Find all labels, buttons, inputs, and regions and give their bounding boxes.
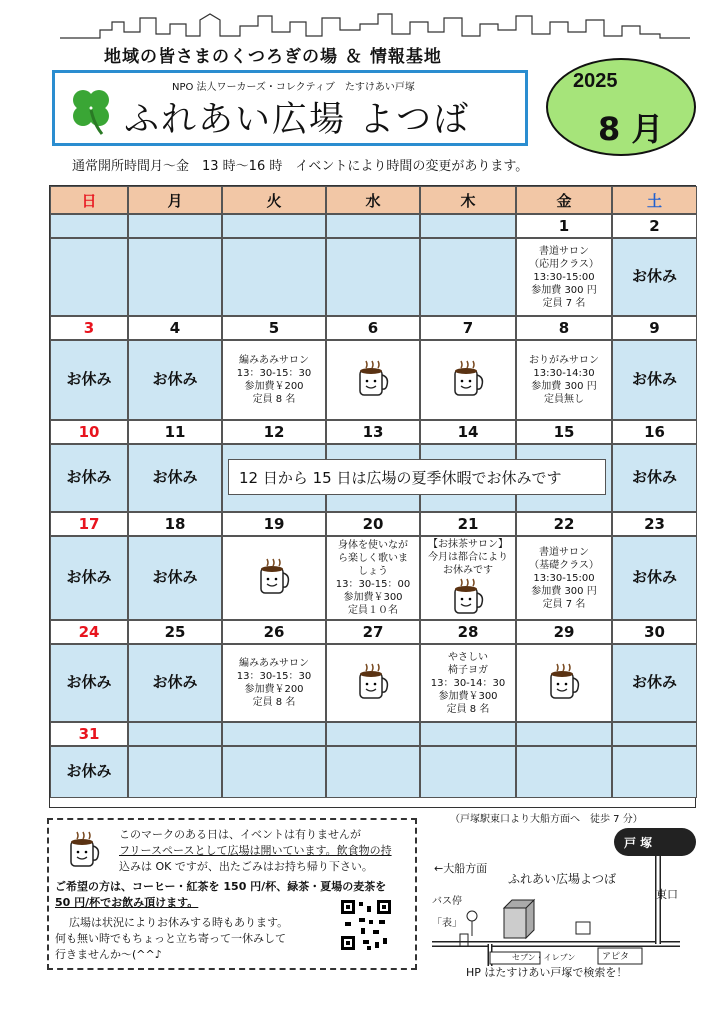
day-cell xyxy=(516,340,612,420)
note-line-7: 何も無い時でもちょっと立ち寄って一休みして xyxy=(55,932,286,945)
day-cell xyxy=(50,746,128,798)
closed-label: お休み xyxy=(631,267,677,286)
date-number: 7 xyxy=(420,316,516,340)
month-label: 8 月 xyxy=(598,110,664,148)
date-number: 29 xyxy=(516,620,612,644)
event-text: 書道サロン xyxy=(539,546,589,558)
closed-label: お休み xyxy=(631,370,677,389)
date-number: 26 xyxy=(222,620,326,644)
holiday-notice: 12 日から 15 日は広場の夏季休暇でお休みです xyxy=(228,459,606,495)
year-label: 2025 xyxy=(573,70,618,92)
note-line-8: 行きませんか～(^^♪ xyxy=(55,948,162,961)
map-ofuna: ←大船方面 xyxy=(434,862,488,875)
event-text: 定員 7 名 xyxy=(542,598,586,610)
opening-hours: 通常開所時間月～金 13 時～16 時 イベントにより時間の変更があります。 xyxy=(72,159,529,174)
day-cell xyxy=(612,644,697,722)
day-cell xyxy=(326,644,420,722)
event-text: しょう xyxy=(358,566,388,577)
event-text: 身体を使いなが xyxy=(338,540,408,551)
date-number xyxy=(222,722,326,746)
day-cell xyxy=(128,340,222,420)
clover-icon xyxy=(68,86,114,136)
event-text: 13:30-14:30 xyxy=(533,368,595,379)
date-number: 20 xyxy=(326,512,420,536)
day-cell xyxy=(222,536,326,620)
event-text: （基礎クラス） xyxy=(529,559,599,571)
event-text: 13：30-15：00 xyxy=(335,579,411,590)
calendar-grid xyxy=(49,185,696,808)
day-cell xyxy=(420,746,516,798)
day-cell xyxy=(612,536,697,620)
closed-label: お休み xyxy=(66,673,112,692)
map-seven-eleven: セブン・イレブン xyxy=(512,953,576,962)
event-text: おりがみサロン xyxy=(529,355,599,366)
day-cell xyxy=(50,340,128,420)
date-number: 2 xyxy=(612,214,697,238)
weekday-header: 木 xyxy=(420,186,516,214)
day-cell xyxy=(612,444,697,512)
date-number: 1 xyxy=(516,214,612,238)
closed-label: お休み xyxy=(66,568,112,587)
day-cell xyxy=(222,340,326,420)
event-text: 13：30-15：30 xyxy=(236,671,312,682)
event-text: 参加費 300 円 xyxy=(531,284,597,296)
event-text: ら楽しく歌いま xyxy=(338,553,408,564)
closed-label: お休み xyxy=(152,370,198,389)
date-number: 19 xyxy=(222,512,326,536)
date-number: 10 xyxy=(50,420,128,444)
day-cell xyxy=(50,444,128,512)
date-number: 14 xyxy=(420,420,516,444)
closed-label: お休み xyxy=(66,468,112,487)
day-cell xyxy=(612,340,697,420)
day-cell xyxy=(326,340,420,420)
event-text: お休みです xyxy=(443,564,493,576)
event-text: 定員 8 名 xyxy=(446,703,490,715)
event-text: 椅子ヨガ xyxy=(448,664,488,676)
closed-label: お休み xyxy=(66,762,112,781)
day-cell xyxy=(516,536,612,620)
event-text: 参加費￥300 xyxy=(343,592,403,603)
day-cell xyxy=(326,238,420,316)
access-map xyxy=(430,806,700,981)
weekday-header: 土 xyxy=(612,186,697,214)
event-text: （応用クラス） xyxy=(529,258,599,270)
date-number: 24 xyxy=(50,620,128,644)
date-number: 8 xyxy=(516,316,612,340)
event-text: やさしい xyxy=(448,651,488,663)
event-text: 書道サロン xyxy=(539,245,589,257)
day-cell xyxy=(50,644,128,722)
note-line-2: フリースペースとして広場は開いています。飲食物の持 xyxy=(119,844,392,857)
map-east-exit: 東口 xyxy=(656,888,678,901)
date-number: 25 xyxy=(128,620,222,644)
map-bus-stop: バス停 xyxy=(432,896,462,907)
day-cell xyxy=(516,238,612,316)
day-cell xyxy=(128,746,222,798)
coffee-cup-icon xyxy=(547,662,581,704)
weekday-header: 日 xyxy=(50,186,128,214)
date-number xyxy=(326,722,420,746)
event-text: 定員 7 名 xyxy=(542,297,586,309)
event-text: 13:30-15:00 xyxy=(533,572,595,584)
event-text: 参加費￥200 xyxy=(244,684,304,695)
weekday-header: 火 xyxy=(222,186,326,214)
event-text: 編みあみサロン xyxy=(239,355,309,366)
free-space-note xyxy=(47,818,417,970)
date-number: 11 xyxy=(128,420,222,444)
date-number xyxy=(128,722,222,746)
date-number xyxy=(222,214,326,238)
day-cell xyxy=(128,238,222,316)
event-text: 13:30-15:00 xyxy=(533,271,595,283)
coffee-cup-icon xyxy=(356,359,390,401)
note-line-5: 50 円/杯でお飲み頂けます。 xyxy=(55,896,199,909)
day-cell xyxy=(420,238,516,316)
day-cell xyxy=(516,746,612,798)
event-text: 参加費￥300 xyxy=(438,690,498,702)
date-number: 31 xyxy=(50,722,128,746)
date-number: 27 xyxy=(326,620,420,644)
day-cell xyxy=(128,644,222,722)
date-number: 18 xyxy=(128,512,222,536)
day-cell xyxy=(612,238,697,316)
coffee-cup-icon xyxy=(67,830,101,868)
weekday-header: 月 xyxy=(128,186,222,214)
date-number: 22 xyxy=(516,512,612,536)
date-number: 3 xyxy=(50,316,128,340)
map-omote: 「表」 xyxy=(432,918,462,929)
note-line-3: 込みは OK ですが、出たごみはお持ち帰り下さい。 xyxy=(119,860,373,873)
day-cell xyxy=(326,746,420,798)
date-number: 4 xyxy=(128,316,222,340)
date-number: 6 xyxy=(326,316,420,340)
event-text: 今月は都合により xyxy=(428,551,508,563)
day-cell xyxy=(612,746,697,798)
event-text: 参加費￥200 xyxy=(244,381,304,392)
event-text: 13：30-14：30 xyxy=(430,677,506,689)
date-number: 21 xyxy=(420,512,516,536)
closed-label: お休み xyxy=(66,370,112,389)
event-text: 定員 8 名 xyxy=(252,394,296,405)
date-number xyxy=(420,214,516,238)
day-cell xyxy=(128,536,222,620)
date-number: 12 xyxy=(222,420,326,444)
date-number xyxy=(612,722,697,746)
coffee-cup-icon xyxy=(451,577,485,619)
map-apita: アピタ xyxy=(602,952,630,962)
day-cell xyxy=(326,536,420,620)
event-text: 参加費 300 円 xyxy=(531,585,597,597)
closed-label: お休み xyxy=(631,673,677,692)
date-number xyxy=(420,722,516,746)
day-cell xyxy=(222,238,326,316)
day-cell xyxy=(50,238,128,316)
closed-label: お休み xyxy=(631,468,677,487)
note-line-4: ご希望の方は、コーヒー・紅茶を 150 円/杯、緑茶・夏場の麦茶を xyxy=(55,880,387,893)
day-cell xyxy=(420,644,516,722)
date-number xyxy=(50,214,128,238)
date-number: 5 xyxy=(222,316,326,340)
closed-label: お休み xyxy=(152,673,198,692)
date-number: 30 xyxy=(612,620,697,644)
day-cell xyxy=(420,340,516,420)
tagline: 地域の皆さまのくつろぎの場 ＆ 情報基地 xyxy=(104,47,442,67)
page-title: ふれあい広場 よつば xyxy=(124,100,471,140)
coffee-cup-icon xyxy=(451,359,485,401)
date-number: 17 xyxy=(50,512,128,536)
event-text: 参加費 300 円 xyxy=(531,381,597,392)
day-cell xyxy=(420,536,516,620)
day-cell xyxy=(50,536,128,620)
map-route: （戸塚駅東口より大船方面へ 徒歩 7 分） xyxy=(450,814,643,825)
event-text: 定員無し xyxy=(544,394,584,405)
date-number: 28 xyxy=(420,620,516,644)
map-station: 戸 塚 xyxy=(624,836,653,850)
map-place: ふれあい広場よつば xyxy=(508,872,617,886)
city-skyline-decoration xyxy=(60,8,690,42)
weekday-header: 水 xyxy=(326,186,420,214)
note-line-1: このマークのある日は、イベントは有りませんが xyxy=(119,828,361,841)
date-number xyxy=(128,214,222,238)
event-text: 編みあみサロン xyxy=(239,658,309,669)
date-number: 9 xyxy=(612,316,697,340)
closed-label: お休み xyxy=(631,568,677,587)
date-number: 13 xyxy=(326,420,420,444)
date-number xyxy=(516,722,612,746)
organization-name: NPO 法人ワーカーズ・コレクティブ たすけあい戸塚 xyxy=(172,82,415,93)
day-cell xyxy=(128,444,222,512)
note-line-6: 広場は状況によりお休みする時もあります。 xyxy=(69,916,289,929)
closed-label: お休み xyxy=(152,468,198,487)
weekday-header: 金 xyxy=(516,186,612,214)
hp-search-note: HP はたすけあい戸塚で検索を！ xyxy=(466,966,628,979)
date-number: 16 xyxy=(612,420,697,444)
event-text: 【お抹茶サロン】 xyxy=(428,538,508,550)
day-cell xyxy=(222,644,326,722)
coffee-cup-icon xyxy=(257,557,291,599)
closed-label: お休み xyxy=(152,568,198,587)
date-number xyxy=(326,214,420,238)
date-number: 15 xyxy=(516,420,612,444)
qr-code-icon xyxy=(339,898,393,952)
event-text: 定員１０名 xyxy=(348,605,398,616)
event-text: 13：30-15：30 xyxy=(236,368,312,379)
date-number: 23 xyxy=(612,512,697,536)
event-text: 定員 8 名 xyxy=(252,697,296,708)
day-cell xyxy=(516,644,612,722)
day-cell xyxy=(222,746,326,798)
coffee-cup-icon xyxy=(356,662,390,704)
